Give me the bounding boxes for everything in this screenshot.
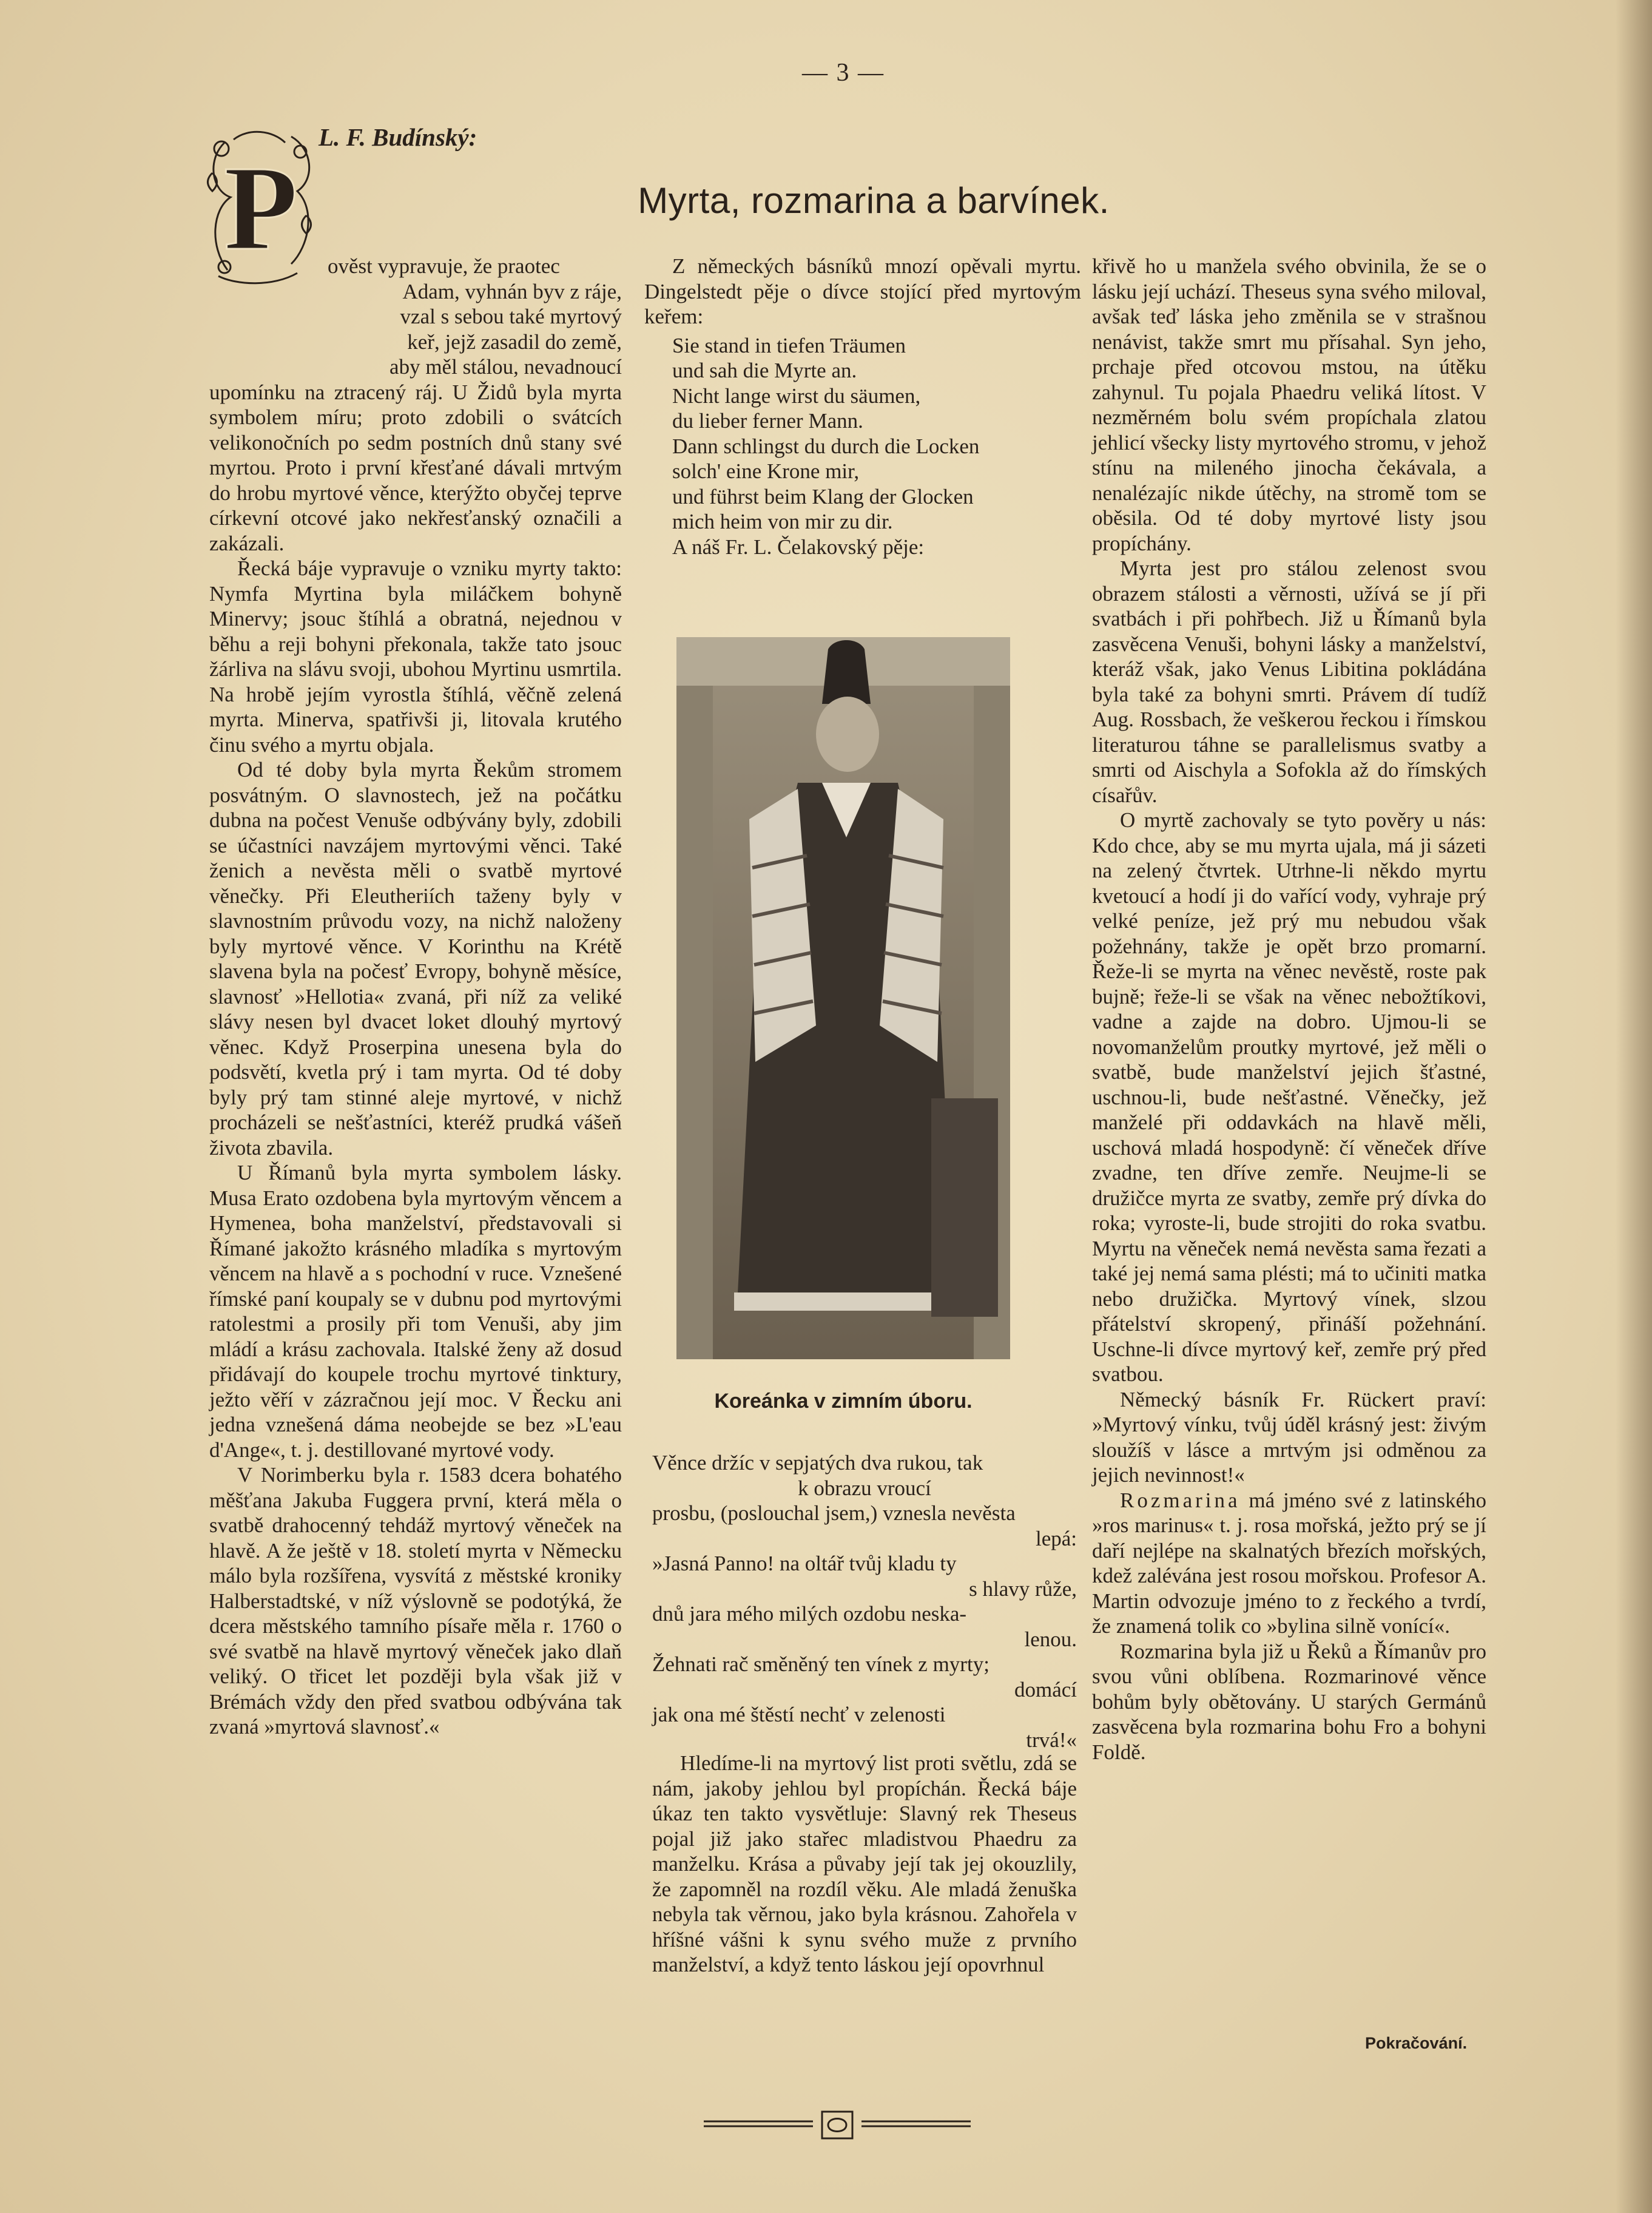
left-column — [209, 254, 622, 1740]
paragraph: Od té doby byla myrta Řekům stromem posvátným. O slavnostech, jež na počátku dubna na počest Venuše odbývány byly, zdobili se účastníci navzájem myrtovými věnci. Také ženich a nevěsta měli o svatbě myrtové věnečky. Při Eleutheriích taženy byly v slavnostním průvodu vozy, na nichž naloženy byly myrtové věnce. V Korinthu na Krétě slavena byla na počesť Evropy, bohyně měsíce, slavnosť »Hellotia« zvaná, při níž za veliké slávy nesen byl dvacet loket dlouhý myrtový věnec. Když Proserpina unesena byla do podsvětí, kvetla prý i tam myrta. Od té doby byly prý tam stinné aleje myrtové, v nichž procházeli se nešťastníci, kteréž prudká vášeň života zbavila. — [209, 758, 622, 1160]
poem-line: trvá!« — [1026, 1728, 1077, 1752]
page-number: — 3 — — [802, 59, 885, 87]
verse-line: mich heim von mir zu dir. — [672, 510, 893, 533]
poem-line: »Jasná Panno! na oltář tvůj kladu ty — [652, 1552, 957, 1575]
paragraph: Myrta jest pro stálou zelenost svou obrazem stálosti a věrnosti, užívá se jí při svatbách i při pohřbech. Již u Římanů byla zasvěcena Venuši, bohyni lásky a manželství, kteráž však, jako Venus Libitina pokládána byla také za bohyni smrti. Právem dí tudíž Aug. Rossbach, že veškerou řeckou i římskou literaturou táhne se parallelismus svatby a smrti od Aischyla a Sofokla až do římských císařův. — [1092, 556, 1486, 807]
ornament-divider — [698, 2106, 977, 2144]
paragraph: Německý básník Fr. Rückert praví: »Myrtový vínku, tvůj úděl krásný jest: živým sloužíš v lásce a mrtvým jsi odměnou za jejich nevinnost!« — [1092, 1387, 1486, 1487]
middle-column — [644, 254, 1081, 559]
poem-line: lenou. — [1024, 1627, 1077, 1651]
paragraph: V Norimberku byla r. 1583 dcera bohatého měšťana Jakuba Fuggera první, která měla o svatbě drahocenný tehdáž myrtový věneček na hlavě. A že ještě v 18. století myrta v Německu málo byla rozšířena, vysvítá z městské kroniky Halberstadtské, v níž výslovně se podotýká, že dcera městského tamního písaře měla r. 1760 o své svatbě na hlavě myrtový věneček jako dlaň veliký. O třicet let později byla však již v Brémách vždy den před svatbou odbývána tak zvaná »myrtová slavnosť.« — [209, 1463, 622, 1738]
poem-line: domácí — [1014, 1677, 1077, 1701]
article-title: Myrta, rozmarina a barvínek. — [638, 180, 1110, 221]
text-line: ověst vypravuje, že praotec — [328, 254, 560, 278]
verse-line: und führst beim Klang der Glocken — [672, 484, 974, 508]
poem-line: s hlavy růže, — [969, 1576, 1077, 1601]
poem-line: jak ona mé štěstí nechť v zelenosti — [652, 1703, 946, 1726]
paragraph: Hledíme-li na myrtový list proti světlu, zdá se nám, jakoby jehlou byl propíchán. Řecká báje úkaz ten takto vysvětluje: Slavný rek Theseus pojal již jako stařec mladistvou Phaedru za manželku. Krása a půvaby její tak jej okouzlily, že zapomněl na rozdíl věku. Ale mladá ženuška nebyla tak věrnou, jako byla krásnou. Zahořela v hříšné vášni k synu svého muže z prvního manželství, a když tento láskou její opovrhnul — [652, 1751, 1077, 1976]
photo-korean-woman — [676, 637, 1010, 1359]
paragraph: Z německých básníků mnozí opěvali myrtu. Dingelstedt pěje o dívce stojící před myrtovým keřem: — [644, 254, 1081, 328]
paragraph: upomínku na ztracený ráj. U Židů byla myrta symbolem míru; proto zdobili o svátcích velikonočních po sedm postních dnů stany své myrtou. Proto i první křesťané dávali mrtvým do hrobu myrtové věnce, kterýžto obyčej teprve církevní otcové jako nekřesťanský označili a zakázali. — [209, 380, 622, 555]
continued-note: Pokračování. — [1365, 2034, 1468, 2052]
czech-poem — [652, 1450, 1077, 1752]
text-line: keř, jejž zasadil do země, — [407, 329, 622, 354]
author: L. F. Budínský: — [319, 123, 477, 151]
paragraph: U Římanů byla myrta symbolem lásky. Musa Erato ozdobena byla myrtovým věncem a Hymenea, boha manželství, představovali si Římané jakožto krásného mladíka s myrtovým věncem na hlavě a s pochodní v ruce. Vznešené římské paní koupaly se v dubnu pod myrtovými ratolestmi a prosily při tom Venuši, aby jim mládí a krásu zachovala. Italské ženy až dosud přidávají do koupele trochu myrtové tinktury, ježto věří v zázračnou její moc. V Řecku ani jedna vznešená dáma neobejde se bez »L'eau d'Ange«, t. j. destillované myrtové vody. — [209, 1161, 622, 1462]
paragraph — [1092, 1488, 1486, 1639]
text-line: Adam, vyhnán byv z ráje, — [402, 279, 622, 303]
verse-line: du lieber ferner Mann. — [672, 409, 863, 433]
poem-line: Věnce držíc v sepjatých dva rukou, tak — [652, 1451, 983, 1475]
poem-line: Žehnati rač směněný ten vínek z myrty; — [652, 1652, 990, 1676]
paragraph: A náš Fr. L. Čelakovský pěje: — [672, 535, 925, 559]
text-line: aby měl stálou, nevadnoucí — [389, 355, 622, 379]
paragraph: Rozmarina byla již u Řeků a Římanův pro svou vůni oblíbena. Rozmarinové věnce bohům byly obětovány. U starých Germánů zasvěcena byla rozmarina bohu Fro a bohyni Foldě. — [1092, 1639, 1486, 1764]
right-column — [1092, 254, 1486, 1765]
poem-line: k obrazu vroucí — [798, 1476, 931, 1500]
poem-line: lepá: — [1035, 1526, 1077, 1550]
verse-line: Sie stand in tiefen Träumen — [672, 333, 906, 357]
middle-column-lower — [652, 1751, 1077, 1978]
spaced-word: Rozmarina — [1120, 1488, 1241, 1512]
paragraph: Řecká báje vypravuje o vzniku myrty takto: Nymfa Myrtina byla miláčkem bohyně Minervy; jsouc štíhlá a obratná, nejednou v běhu a reji bohyni překonala, takže tato jsouc žárliva na slávu svoji, ubohou Myrtinu usmrtila. Na hrobě jejím vyrostla štíhlá, věčně zelená myrta. Minerva, spatřivši ji, litovala krutého činu svého a myrtu objala. — [209, 556, 622, 757]
poem-line: dnů jara mého milých ozdobu neska- — [652, 1602, 967, 1626]
german-verse — [672, 333, 1081, 535]
verse-line: Nicht lange wirst du säumen, — [672, 383, 921, 408]
photo-caption: Koreánka v zimním úboru. — [714, 1390, 973, 1413]
verse-line: und sah die Myrte an. — [672, 359, 857, 382]
verse-line: Dann schlingst du durch die Locken — [672, 434, 980, 458]
verse-line: solch' eine Krone mir, — [672, 459, 860, 483]
paragraph: O myrtě zachovaly se tyto pověry u nás: Kdo chce, aby se mu myrta ujala, má ji sázeti na zelený čtvrtek. Utrhne-li někdo myrtu kvetoucí a hodí ji do vařící vody, vyhraje prý velké peníze, jež prý mu nebudou však požehnány, takže je opět brzo promarní. Řeže-li se myrta na věnec nevěstě, roste pak bujně; řeže-li se však na věnec nebožtíkovi, vadne a zajde na dobro. Ujmou-li se novomanželům proutky myrtové, jež měli o svatbě, bude manželství jejich šťastné, uschnou-li, bude nešťastné. Věnečky, jež manželé při oddavkách na hlavě měli, uschová mladá hospodyně: čí věneček dříve zvadne, ten dříve zemře. Neujme-li se družičce myrta ze svatby, zemře prý dívka do roka; vyroste-li, bude strojiti do roka svatbu. Myrtu na věneček nemá nevěsta sama řezati a také jej nemá sama plésti; má to učiniti matka nebo družička. Myrtový vínek, slzou přátelství skropený, přináší požehnání. Uschne-li dívce myrtový keř, zemře prý před svatbou. — [1092, 808, 1486, 1386]
text-line: vzal s sebou také myrtový — [400, 305, 622, 328]
text-span: má jméno své z latinského »ros marinus« t. j. rosa mořská, ježto prý se jí daří nejlépe na skalnatých březích mořských, kdež zalévána jest rosou mořskou. Profesor A. Martin odvozuje jméno to z řeckého a tvrdí, že znamená tolik co »bylina silně vonící«. — [1092, 1488, 1486, 1638]
page-edge — [1616, 0, 1652, 2213]
initial-letter: P — [223, 141, 298, 275]
paragraph: křivě ho u manžela svého obvinila, že se o lásku její uchází. Theseus syna svého miloval, avšak teď láska jeho změnila se v strašnou nenávist, takže smrt mu přísahal. Syn jeho, prchaje před otcovou mstou, na útěku zahynul. Tu pojala Phaedru veliká lítost. V nezměrném bolu svém propíchala zlatou jehlicí všecky listy myrtového stromu, v jehož stínu na mileného jinocha čekávala, a nenalézajíc nikde útěchy, na stromě tom se oběsila. Od té doby myrtové listy jsou propíchány. — [1092, 254, 1486, 555]
poem-line: prosbu, (poslouchal jsem,) vznesla nevěsta — [652, 1501, 1016, 1525]
